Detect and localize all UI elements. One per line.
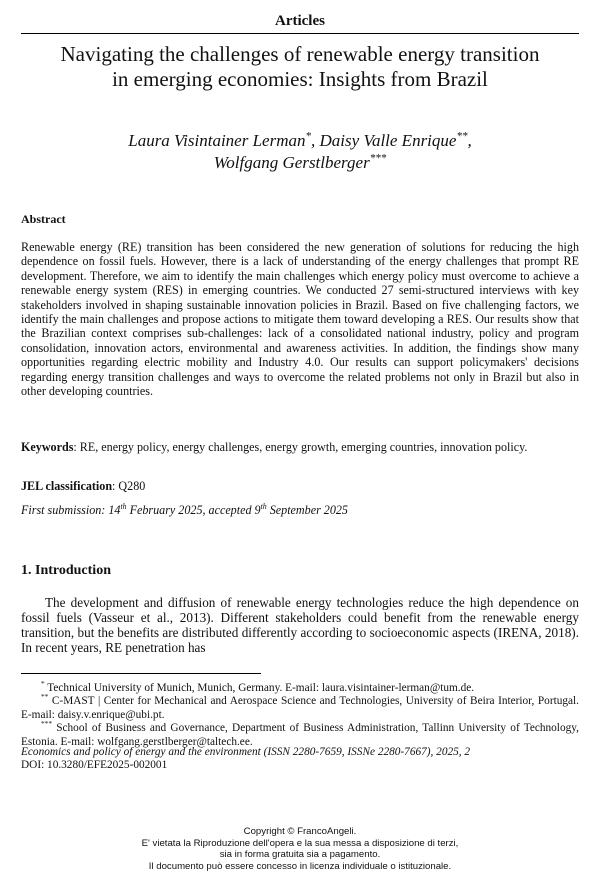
footnote-3: *** School of Business and Governance, Department of Business Administration, Tallinn University of Technology, Estonia. E-mail: wolfgang.gerstlberger@taltech.ee. xyxy=(21,719,579,748)
keywords-text: : RE, energy policy, energy challenges, energy growth, emerging countries, innovation policy. xyxy=(73,440,528,454)
copyright-notice xyxy=(0,826,600,872)
header-rule xyxy=(21,33,579,34)
copyright-line-1: Copyright © FrancoAngeli. xyxy=(243,826,357,837)
introduction-text: The development and diffusion of renewable energy technologies reduce the high dependence on fossil fuels (Vasseur et al., 2013). Different stakeholders could benefit from the renewable energy transition, but the benefits are distributed differently according to socioeconomic aspects (IRENA, 2018). In recent years, RE penetration has xyxy=(21,595,579,655)
keywords xyxy=(21,440,579,454)
section-label: Articles xyxy=(275,13,325,29)
copyright-line-2: E' vietata la Riproduzione dell'opera e la sua messa a disposizione di terzi, xyxy=(141,837,459,849)
abstract-text: Renewable energy (RE) transition has been considered the new generation of solutions for reducing the high dependence on fossil fuels. However, there is a lack of understanding of the energy challenges that prompt RE development. Therefore, we aim to identify the main challenges which energy policy must overcome to achieve a renewable energy system (RES) in emerging countries. We conducted 27 semi-structured interviews with key stakeholders involved in shaping sustainable innovation policies in Brazil. Based on five challenging factors, we identify the main challenges and propose actions to mitigate them toward developing a RES. Our results show that the Brazilian context comprises sub-challenges: lack of a consolidated national industry, policy and program consolidation, innovation actors, environmental and awareness activities. In addition, the findings show many opportunities regarding electric mobility and Industry 4.0. Our results can support policymakers' decisions regarding energy transition challenges and ways to overcome the related problems not only in Brazil but also in other developing countries. xyxy=(21,240,579,399)
paper-title xyxy=(30,42,570,92)
title-line-1: Navigating the challenges of renewable energy transition xyxy=(60,42,540,66)
author-1: Laura Visintainer Lerman*, xyxy=(128,130,320,150)
copyright-line-4: Il documento può essere concesso in licenza individuale o istituzionale. xyxy=(148,860,452,872)
jel-text: : Q280 xyxy=(112,479,146,493)
jel-label: JEL classification xyxy=(21,479,113,493)
journal-info xyxy=(21,746,579,773)
footnote-1: * Technical University of Munich, Munich, Germany. E-mail: laura.visintainer-lerman@tum.de. xyxy=(41,679,475,694)
authors xyxy=(40,130,560,174)
introduction-heading: 1. Introduction xyxy=(21,563,111,578)
copyright-line-3: sia in forma gratuita sia a pagamento. xyxy=(219,849,381,860)
submission-dates: First submission: 14th February 2025, accepted 9th September 2025 xyxy=(21,501,348,517)
doi: DOI: 10.3280/EFE2025-002001 xyxy=(21,759,168,772)
footnote-rule xyxy=(21,673,261,674)
author-3: Wolfgang Gerstlberger*** xyxy=(213,152,387,172)
author-2: Daisy Valle Enrique**, xyxy=(319,130,472,150)
jel-classification xyxy=(21,479,145,494)
abstract-heading: Abstract xyxy=(21,212,66,226)
journal-citation: Economics and policy of energy and the environment (ISSN 2280-7659, ISSNe 2280-7667), 2025, 2 xyxy=(21,746,471,758)
title-line-2: in emerging economies: Insights from Brazil xyxy=(112,67,488,91)
keywords-label: Keywords xyxy=(21,440,74,454)
footnote-2: ** C-MAST | Center for Mechanical and Aerospace Science and Technologies, University of Beira Interior, Portugal. E-mail: daisy.v.enrique@ubi.pt. xyxy=(21,692,579,721)
footnotes xyxy=(21,679,579,749)
